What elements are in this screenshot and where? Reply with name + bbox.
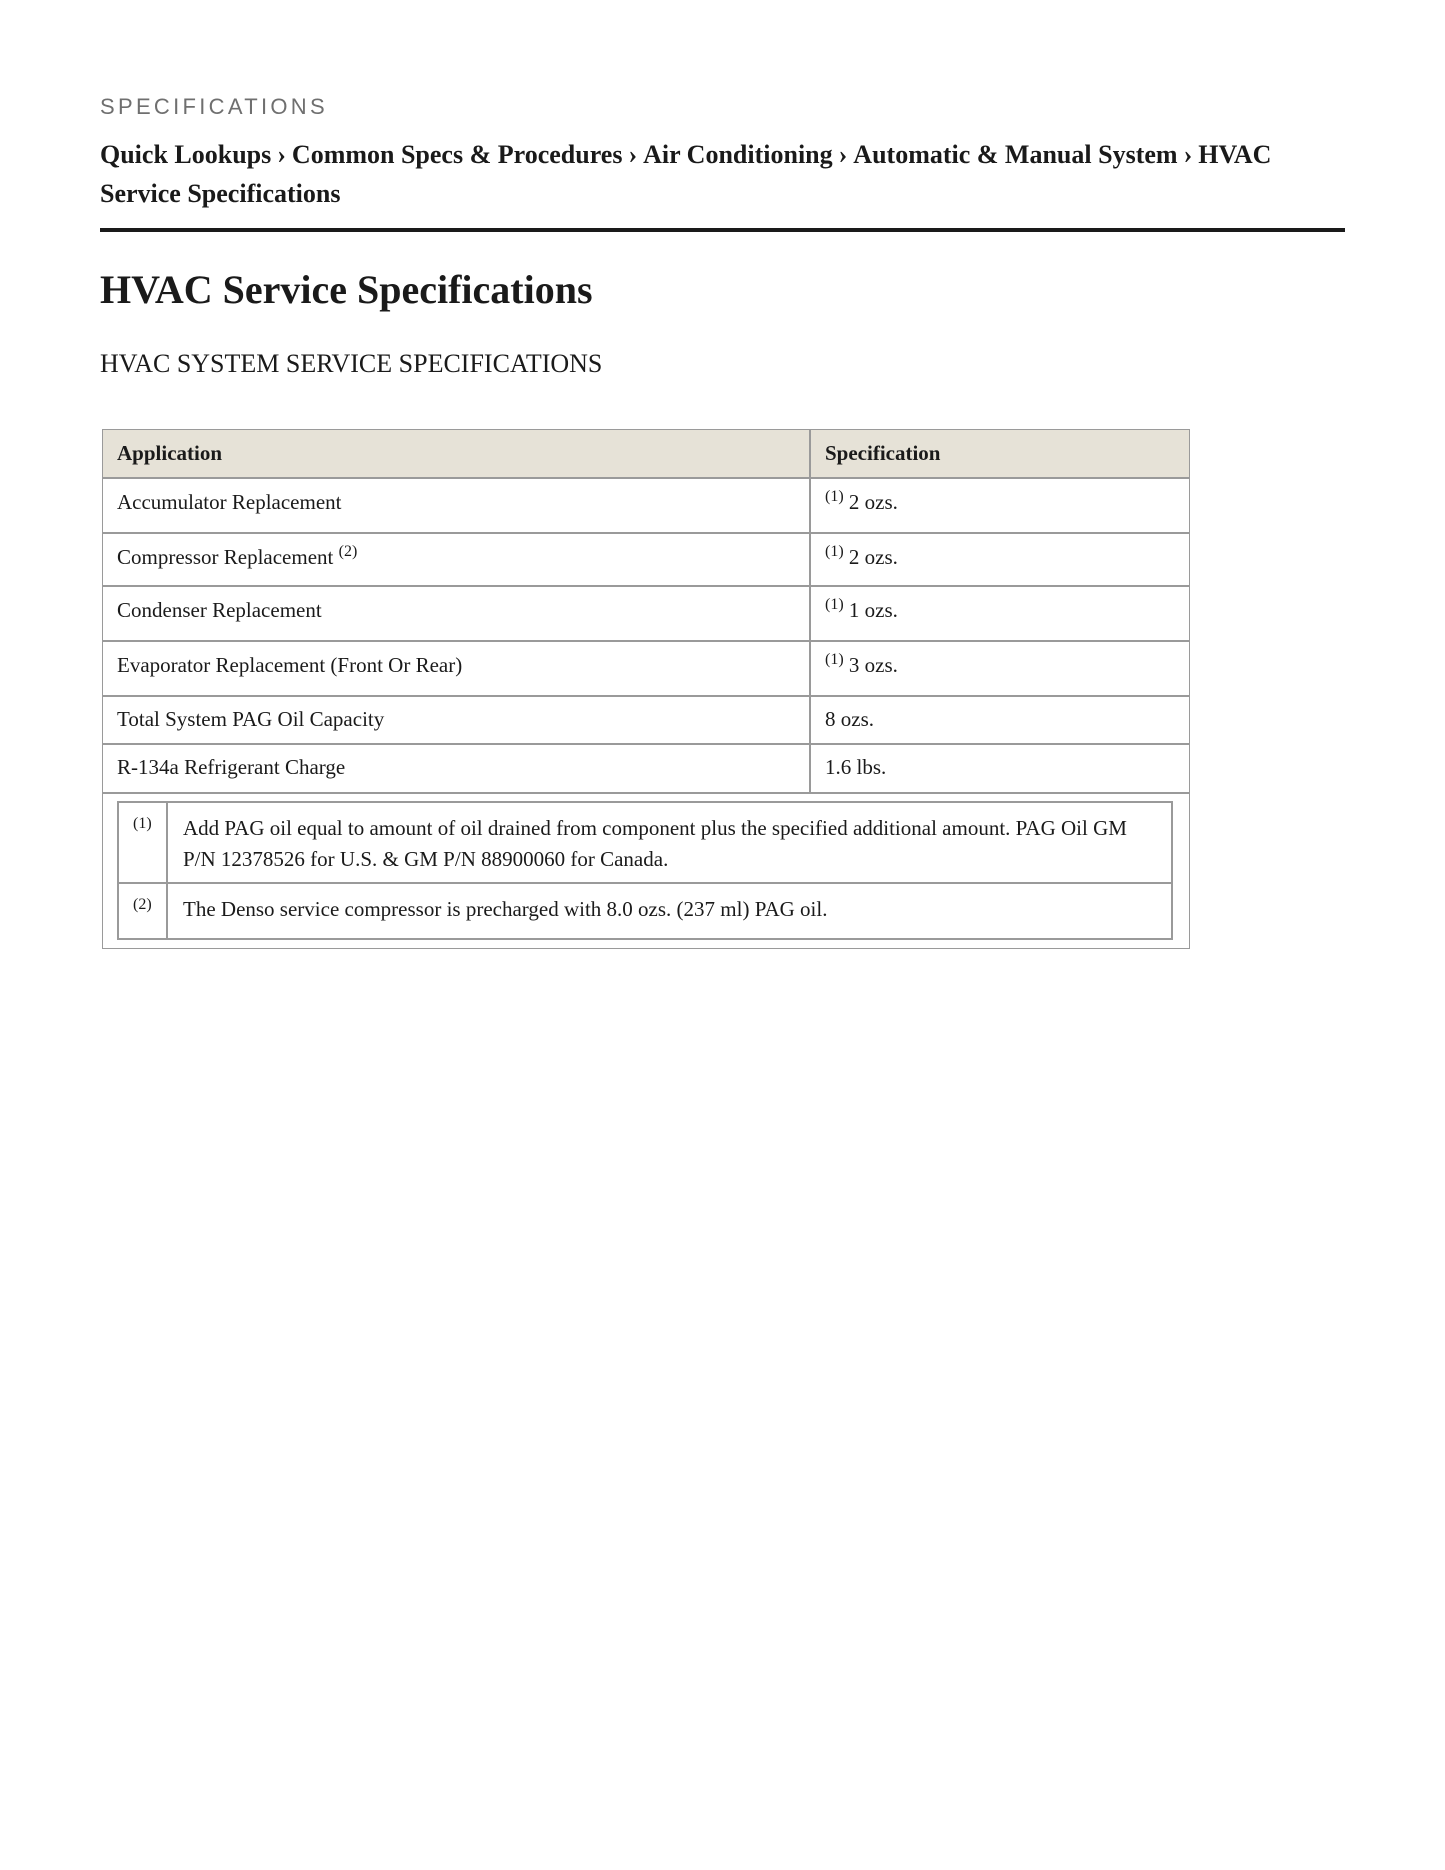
application-text: Condenser Replacement xyxy=(117,598,322,622)
breadcrumb-item-current: HVAC Service Specifications xyxy=(100,140,1272,208)
specification-cell xyxy=(811,479,1189,532)
application-text: Compressor Replacement xyxy=(117,545,334,569)
application-text: Total System PAG Oil Capacity xyxy=(117,707,385,731)
breadcrumb xyxy=(100,135,1345,213)
section-label: SPECIFICATIONS xyxy=(100,94,328,119)
specification-cell xyxy=(811,642,1189,695)
column-header-specification: Specification xyxy=(825,441,941,465)
application-cell xyxy=(103,534,811,585)
footnote-marker: (1) xyxy=(119,803,168,882)
footnotes-table xyxy=(117,801,1173,940)
specification-cell xyxy=(811,587,1189,640)
footnote-ref: (2) xyxy=(338,543,358,560)
spec-value: 1 ozs. xyxy=(848,598,898,622)
breadcrumb-item-common-specs[interactable]: Common Specs & Procedures xyxy=(291,140,623,169)
application-cell xyxy=(103,642,811,695)
application-cell xyxy=(103,697,811,743)
footnote-marker: (2) xyxy=(119,884,168,938)
column-header-application: Application xyxy=(103,430,811,477)
breadcrumb-separator: › xyxy=(1183,140,1193,169)
table-row xyxy=(103,479,1189,534)
table-subtitle: HVAC SYSTEM SERVICE SPECIFICATIONS xyxy=(100,349,603,378)
spec-table xyxy=(102,429,1190,949)
table-row xyxy=(103,697,1189,745)
breadcrumb-item-air-conditioning[interactable]: Air Conditioning xyxy=(643,140,833,169)
table-header-row xyxy=(103,430,1189,479)
table-row xyxy=(103,587,1189,642)
header-divider xyxy=(100,228,1345,232)
specification-cell xyxy=(811,745,1189,792)
spec-value: 2 ozs. xyxy=(848,490,898,514)
footnote-row xyxy=(119,803,1171,884)
spec-value: 1.6 lbs. xyxy=(825,755,887,779)
spec-value: 2 ozs. xyxy=(848,545,898,569)
footnote-ref: (1) xyxy=(825,543,844,560)
footnote-ref: (1) xyxy=(825,596,844,613)
footnote-row xyxy=(119,884,1171,938)
application-cell xyxy=(103,745,811,792)
application-text: Accumulator Replacement xyxy=(117,490,342,514)
table-row xyxy=(103,642,1189,697)
footnote-text: Add PAG oil equal to amount of oil drained from component plus the specified additional amount. PAG Oil GM P/N 12378526 for U.S. & GM P/N 88900060 for Canada. xyxy=(183,816,1127,871)
footnote-text: The Denso service compressor is precharged with 8.0 ozs. (237 ml) PAG oil. xyxy=(183,897,828,921)
specification-cell xyxy=(811,534,1189,585)
footnotes-section xyxy=(103,794,1189,948)
spec-value: 8 ozs. xyxy=(825,707,874,731)
application-cell xyxy=(103,479,811,532)
spec-value: 3 ozs. xyxy=(848,653,898,677)
breadcrumb-separator: › xyxy=(628,140,638,169)
breadcrumb-separator: › xyxy=(838,140,848,169)
footnote-ref: (1) xyxy=(825,488,844,505)
table-row xyxy=(103,534,1189,587)
application-text: R-134a Refrigerant Charge xyxy=(117,755,346,779)
breadcrumb-item-quick-lookups[interactable]: Quick Lookups xyxy=(100,140,272,169)
specification-cell xyxy=(811,697,1189,743)
application-cell xyxy=(103,587,811,640)
breadcrumb-item-automatic-manual-system[interactable]: Automatic & Manual System xyxy=(853,140,1178,169)
breadcrumb-separator: › xyxy=(277,140,286,169)
page-title: HVAC Service Specifications xyxy=(100,267,593,312)
footnote-ref: (1) xyxy=(825,651,844,668)
table-row xyxy=(103,745,1189,794)
application-text: Evaporator Replacement (Front Or Rear) xyxy=(117,653,463,677)
